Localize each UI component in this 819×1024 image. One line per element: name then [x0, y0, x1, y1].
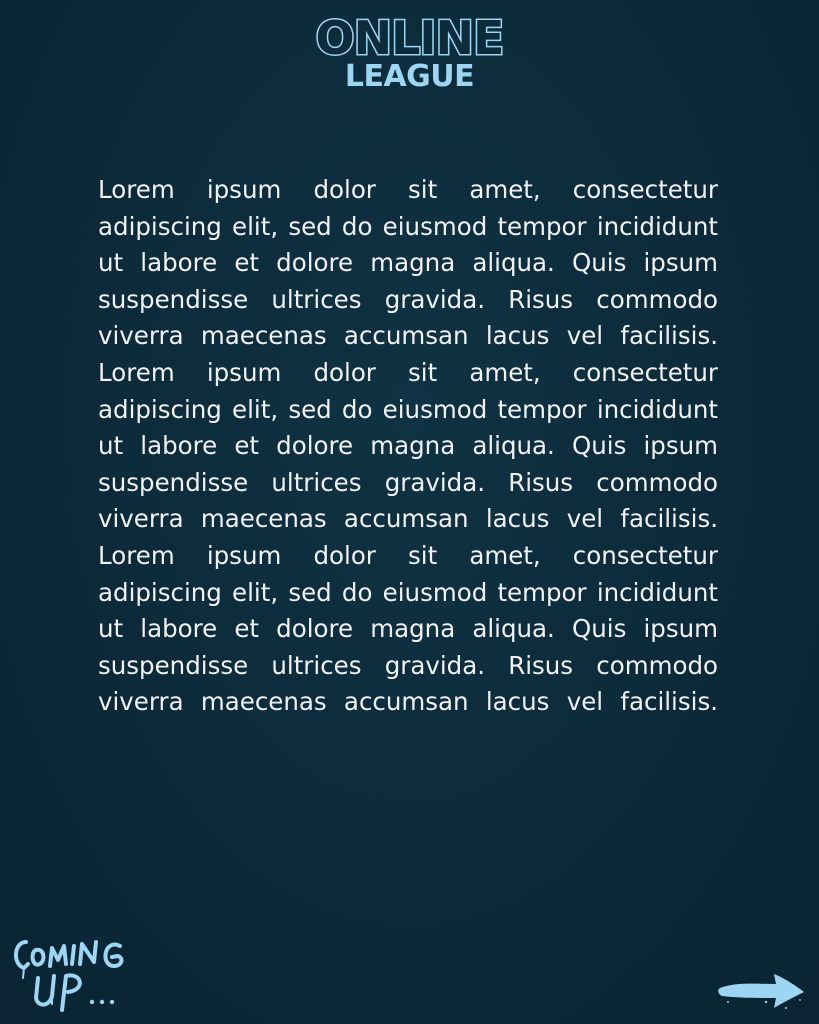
- online-league-logo: [0, 10, 819, 92]
- logo-title: ONLINE: [315, 11, 504, 65]
- logo-subtitle: LEAGUE: [344, 59, 475, 94]
- coming-up-graffiti-tag: [8, 930, 138, 1016]
- body-paragraph: Lorem ipsum dolor sit amet, consectetur adipiscing elit, sed do eiusmod tempor incididunt ut labore et dolore magna aliqua. Quis ipsum suspendisse ultrices gravida. Risus commodo viverra maecenas accumsan lacus vel facilisis. Lorem ipsum dolor sit amet, consectetur adipiscing elit, sed do eiusmod tempor incididunt ut labore et dolore magna aliqua. Quis ipsum suspendisse ultrices gravida. Risus commodo viverra maecenas accumsan lacus vel facilisis. Lorem ipsum dolor sit amet, consectetur adipiscing elit, sed do eiusmod tempor incididunt ut labore et dolore magna aliqua. Quis ipsum suspendisse ultrices gravida. Risus commodo viverra maecenas accumsan lacus vel facilisis.: [98, 175, 718, 717]
- arrow-right-icon[interactable]: [716, 962, 808, 1012]
